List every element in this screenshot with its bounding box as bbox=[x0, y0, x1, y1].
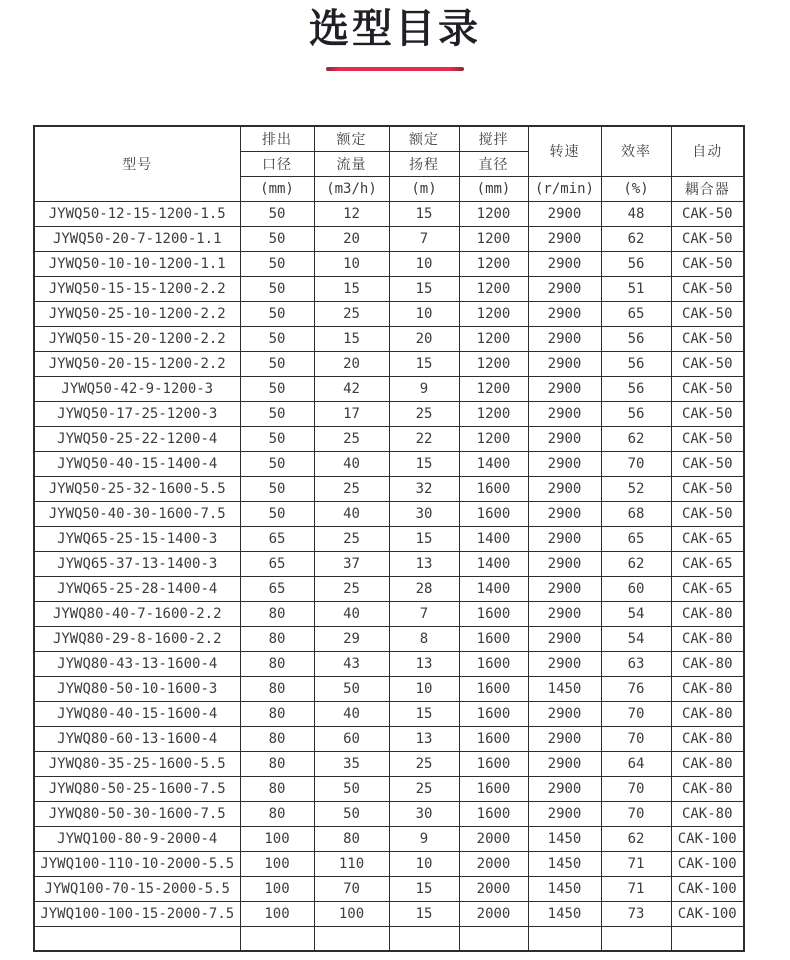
table-row bbox=[34, 451, 744, 476]
cell-outlet-diameter: 50 bbox=[240, 251, 314, 276]
header-speed-unit: (r/min) bbox=[528, 176, 601, 201]
cell-outlet-diameter: 100 bbox=[240, 876, 314, 901]
table-row bbox=[34, 376, 744, 401]
cell-auto-coupling: CAK-50 bbox=[671, 501, 744, 526]
header-stir-line2: 直径 bbox=[459, 151, 528, 176]
cell-auto-coupling: CAK-50 bbox=[671, 276, 744, 301]
header-head-unit: (m) bbox=[389, 176, 459, 201]
cell-stir-diameter: 1200 bbox=[459, 226, 528, 251]
cell-speed: 2900 bbox=[528, 226, 601, 251]
cell-auto-coupling: CAK-50 bbox=[671, 476, 744, 501]
cell-rated-flow: 100 bbox=[314, 901, 389, 926]
title-underline-accent bbox=[326, 67, 464, 71]
header-outlet-unit: (mm) bbox=[240, 176, 314, 201]
header-speed: 转速 bbox=[528, 126, 601, 176]
cell-stir-diameter: 1600 bbox=[459, 726, 528, 751]
header-efficiency: 效率 bbox=[601, 126, 671, 176]
cell-auto-coupling: CAK-80 bbox=[671, 626, 744, 651]
cell-speed: 1450 bbox=[528, 676, 601, 701]
cell-stir-diameter: 1200 bbox=[459, 426, 528, 451]
cell-stir-diameter: 1600 bbox=[459, 751, 528, 776]
table-row bbox=[34, 551, 744, 576]
table-row bbox=[34, 301, 744, 326]
cell-outlet-diameter: 80 bbox=[240, 676, 314, 701]
cell-model: JYWQ80-40-15-1600-4 bbox=[34, 701, 240, 726]
table-body bbox=[34, 201, 744, 951]
cell-outlet-diameter: 65 bbox=[240, 576, 314, 601]
header-head-line1: 额定 bbox=[389, 126, 459, 151]
cell-auto-coupling: CAK-50 bbox=[671, 451, 744, 476]
cell-auto-coupling bbox=[671, 926, 744, 951]
cell-model: JYWQ100-70-15-2000-5.5 bbox=[34, 876, 240, 901]
cell-efficiency: 70 bbox=[601, 776, 671, 801]
cell-rated-head: 9 bbox=[389, 376, 459, 401]
header-head-line2: 扬程 bbox=[389, 151, 459, 176]
cell-rated-flow: 25 bbox=[314, 476, 389, 501]
cell-rated-flow: 29 bbox=[314, 626, 389, 651]
cell-auto-coupling: CAK-80 bbox=[671, 701, 744, 726]
cell-stir-diameter: 1600 bbox=[459, 651, 528, 676]
cell-auto-coupling: CAK-50 bbox=[671, 401, 744, 426]
cell-stir-diameter: 2000 bbox=[459, 901, 528, 926]
cell-auto-coupling: CAK-100 bbox=[671, 876, 744, 901]
cell-rated-flow: 40 bbox=[314, 451, 389, 476]
cell-rated-flow: 60 bbox=[314, 726, 389, 751]
cell-rated-head: 13 bbox=[389, 726, 459, 751]
cell-efficiency: 56 bbox=[601, 376, 671, 401]
cell-stir-diameter: 2000 bbox=[459, 826, 528, 851]
cell-rated-flow: 25 bbox=[314, 301, 389, 326]
cell-model: JYWQ50-15-20-1200-2.2 bbox=[34, 326, 240, 351]
table-row bbox=[34, 801, 744, 826]
table-row bbox=[34, 276, 744, 301]
table-row bbox=[34, 876, 744, 901]
cell-rated-head: 10 bbox=[389, 301, 459, 326]
cell-stir-diameter: 1200 bbox=[459, 301, 528, 326]
cell-stir-diameter: 1600 bbox=[459, 476, 528, 501]
cell-speed: 2900 bbox=[528, 476, 601, 501]
cell-auto-coupling: CAK-50 bbox=[671, 376, 744, 401]
cell-efficiency: 63 bbox=[601, 651, 671, 676]
cell-efficiency: 62 bbox=[601, 551, 671, 576]
cell-model: JYWQ50-20-7-1200-1.1 bbox=[34, 226, 240, 251]
cell-efficiency bbox=[601, 926, 671, 951]
cell-speed: 2900 bbox=[528, 551, 601, 576]
cell-rated-flow: 50 bbox=[314, 776, 389, 801]
cell-stir-diameter: 1600 bbox=[459, 676, 528, 701]
cell-stir-diameter: 1200 bbox=[459, 276, 528, 301]
table-row bbox=[34, 351, 744, 376]
cell-rated-head: 15 bbox=[389, 526, 459, 551]
cell-model: JYWQ65-25-28-1400-4 bbox=[34, 576, 240, 601]
cell-rated-head: 25 bbox=[389, 751, 459, 776]
cell-auto-coupling: CAK-65 bbox=[671, 576, 744, 601]
table-row bbox=[34, 476, 744, 501]
cell-model: JYWQ80-50-10-1600-3 bbox=[34, 676, 240, 701]
cell-rated-head: 7 bbox=[389, 226, 459, 251]
table-row bbox=[34, 626, 744, 651]
table-row bbox=[34, 251, 744, 276]
cell-speed: 1450 bbox=[528, 826, 601, 851]
table-row bbox=[34, 576, 744, 601]
cell-model: JYWQ100-110-10-2000-5.5 bbox=[34, 851, 240, 876]
cell-model: JYWQ80-50-30-1600-7.5 bbox=[34, 801, 240, 826]
cell-outlet-diameter: 100 bbox=[240, 901, 314, 926]
cell-auto-coupling: CAK-80 bbox=[671, 751, 744, 776]
cell-speed: 2900 bbox=[528, 576, 601, 601]
cell-speed: 2900 bbox=[528, 251, 601, 276]
header-coupling-line2: 耦合器 bbox=[671, 176, 744, 201]
cell-model: JYWQ50-42-9-1200-3 bbox=[34, 376, 240, 401]
table-row bbox=[34, 701, 744, 726]
cell-rated-head: 15 bbox=[389, 451, 459, 476]
cell-stir-diameter: 1400 bbox=[459, 526, 528, 551]
cell-stir-diameter: 1200 bbox=[459, 376, 528, 401]
cell-outlet-diameter: 80 bbox=[240, 701, 314, 726]
cell-model: JYWQ80-40-7-1600-2.2 bbox=[34, 601, 240, 626]
cell-rated-head: 25 bbox=[389, 401, 459, 426]
cell-auto-coupling: CAK-80 bbox=[671, 651, 744, 676]
cell-efficiency: 60 bbox=[601, 576, 671, 601]
cell-model: JYWQ50-15-15-1200-2.2 bbox=[34, 276, 240, 301]
cell-outlet-diameter: 50 bbox=[240, 451, 314, 476]
table-header bbox=[34, 126, 744, 201]
table-row bbox=[34, 501, 744, 526]
cell-speed: 1450 bbox=[528, 851, 601, 876]
cell-rated-head: 8 bbox=[389, 626, 459, 651]
cell-outlet-diameter: 50 bbox=[240, 301, 314, 326]
cell-auto-coupling: CAK-100 bbox=[671, 901, 744, 926]
cell-efficiency: 56 bbox=[601, 401, 671, 426]
cell-speed: 2900 bbox=[528, 651, 601, 676]
cell-rated-head: 13 bbox=[389, 651, 459, 676]
cell-stir-diameter: 1200 bbox=[459, 201, 528, 226]
cell-model: JYWQ80-60-13-1600-4 bbox=[34, 726, 240, 751]
header-flow-unit: (m3/h) bbox=[314, 176, 389, 201]
cell-stir-diameter: 1600 bbox=[459, 776, 528, 801]
cell-outlet-diameter: 80 bbox=[240, 601, 314, 626]
cell-rated-flow: 10 bbox=[314, 251, 389, 276]
cell-outlet-diameter: 50 bbox=[240, 226, 314, 251]
cell-rated-flow: 50 bbox=[314, 801, 389, 826]
cell-rated-flow: 43 bbox=[314, 651, 389, 676]
cell-efficiency: 68 bbox=[601, 501, 671, 526]
table-row bbox=[34, 826, 744, 851]
cell-model: JYWQ50-40-30-1600-7.5 bbox=[34, 501, 240, 526]
cell-stir-diameter: 1600 bbox=[459, 601, 528, 626]
cell-speed: 2900 bbox=[528, 776, 601, 801]
cell-rated-head bbox=[389, 926, 459, 951]
header-flow-line2: 流量 bbox=[314, 151, 389, 176]
cell-efficiency: 70 bbox=[601, 451, 671, 476]
cell-outlet-diameter: 80 bbox=[240, 776, 314, 801]
cell-rated-head: 30 bbox=[389, 801, 459, 826]
cell-outlet-diameter: 50 bbox=[240, 426, 314, 451]
cell-rated-flow: 37 bbox=[314, 551, 389, 576]
cell-speed: 2900 bbox=[528, 801, 601, 826]
cell-outlet-diameter: 65 bbox=[240, 551, 314, 576]
cell-efficiency: 56 bbox=[601, 351, 671, 376]
cell-model: JYWQ80-50-25-1600-7.5 bbox=[34, 776, 240, 801]
cell-stir-diameter: 2000 bbox=[459, 851, 528, 876]
cell-rated-head: 15 bbox=[389, 901, 459, 926]
table-row bbox=[34, 776, 744, 801]
cell-auto-coupling: CAK-80 bbox=[671, 676, 744, 701]
cell-efficiency: 71 bbox=[601, 876, 671, 901]
cell-auto-coupling: CAK-80 bbox=[671, 776, 744, 801]
cell-model: JYWQ50-40-15-1400-4 bbox=[34, 451, 240, 476]
cell-speed: 2900 bbox=[528, 626, 601, 651]
cell-speed: 2900 bbox=[528, 751, 601, 776]
cell-rated-head: 15 bbox=[389, 701, 459, 726]
cell-auto-coupling: CAK-50 bbox=[671, 201, 744, 226]
cell-rated-head: 10 bbox=[389, 851, 459, 876]
cell-stir-diameter: 2000 bbox=[459, 876, 528, 901]
cell-stir-diameter: 1400 bbox=[459, 551, 528, 576]
cell-model: JYWQ65-37-13-1400-3 bbox=[34, 551, 240, 576]
cell-auto-coupling: CAK-50 bbox=[671, 226, 744, 251]
cell-rated-head: 15 bbox=[389, 201, 459, 226]
cell-rated-flow: 70 bbox=[314, 876, 389, 901]
cell-model bbox=[34, 926, 240, 951]
cell-auto-coupling: CAK-100 bbox=[671, 826, 744, 851]
cell-speed: 2900 bbox=[528, 701, 601, 726]
cell-outlet-diameter: 50 bbox=[240, 276, 314, 301]
header-efficiency-unit: (%) bbox=[601, 176, 671, 201]
cell-speed: 2900 bbox=[528, 526, 601, 551]
cell-outlet-diameter: 50 bbox=[240, 476, 314, 501]
cell-speed: 2900 bbox=[528, 501, 601, 526]
cell-rated-flow: 25 bbox=[314, 526, 389, 551]
cell-speed: 2900 bbox=[528, 726, 601, 751]
cell-efficiency: 62 bbox=[601, 226, 671, 251]
cell-efficiency: 56 bbox=[601, 326, 671, 351]
cell-model: JYWQ65-25-15-1400-3 bbox=[34, 526, 240, 551]
table-row bbox=[34, 851, 744, 876]
cell-rated-flow: 12 bbox=[314, 201, 389, 226]
cell-efficiency: 52 bbox=[601, 476, 671, 501]
header-row-1 bbox=[34, 126, 744, 151]
cell-efficiency: 73 bbox=[601, 901, 671, 926]
cell-auto-coupling: CAK-50 bbox=[671, 326, 744, 351]
cell-rated-flow: 25 bbox=[314, 576, 389, 601]
cell-auto-coupling: CAK-80 bbox=[671, 726, 744, 751]
cell-outlet-diameter: 50 bbox=[240, 376, 314, 401]
cell-model: JYWQ50-25-32-1600-5.5 bbox=[34, 476, 240, 501]
cell-efficiency: 62 bbox=[601, 426, 671, 451]
cell-model: JYWQ50-10-10-1200-1.1 bbox=[34, 251, 240, 276]
cell-rated-flow: 40 bbox=[314, 501, 389, 526]
cell-model: JYWQ50-20-15-1200-2.2 bbox=[34, 351, 240, 376]
cell-outlet-diameter: 80 bbox=[240, 801, 314, 826]
cell-rated-head: 10 bbox=[389, 251, 459, 276]
cell-efficiency: 65 bbox=[601, 526, 671, 551]
cell-auto-coupling: CAK-80 bbox=[671, 601, 744, 626]
cell-auto-coupling: CAK-50 bbox=[671, 426, 744, 451]
cell-stir-diameter: 1400 bbox=[459, 451, 528, 476]
header-model: 型号 bbox=[34, 126, 240, 201]
header-flow-line1: 额定 bbox=[314, 126, 389, 151]
cell-efficiency: 70 bbox=[601, 701, 671, 726]
table-row bbox=[34, 226, 744, 251]
cell-model: JYWQ100-100-15-2000-7.5 bbox=[34, 901, 240, 926]
cell-outlet-diameter: 100 bbox=[240, 826, 314, 851]
table-row bbox=[34, 426, 744, 451]
table-row-partial bbox=[34, 926, 744, 951]
cell-efficiency: 70 bbox=[601, 726, 671, 751]
cell-rated-flow: 17 bbox=[314, 401, 389, 426]
cell-stir-diameter: 1400 bbox=[459, 576, 528, 601]
cell-efficiency: 54 bbox=[601, 626, 671, 651]
table-row bbox=[34, 401, 744, 426]
cell-outlet-diameter: 65 bbox=[240, 526, 314, 551]
cell-efficiency: 62 bbox=[601, 826, 671, 851]
cell-outlet-diameter: 80 bbox=[240, 626, 314, 651]
cell-auto-coupling: CAK-50 bbox=[671, 351, 744, 376]
cell-rated-head: 28 bbox=[389, 576, 459, 601]
cell-outlet-diameter: 80 bbox=[240, 651, 314, 676]
cell-rated-head: 20 bbox=[389, 326, 459, 351]
cell-rated-flow: 40 bbox=[314, 701, 389, 726]
page-title: 选型目录 bbox=[309, 6, 481, 52]
selection-table-container bbox=[33, 125, 743, 952]
cell-auto-coupling: CAK-65 bbox=[671, 551, 744, 576]
cell-speed: 1450 bbox=[528, 876, 601, 901]
cell-efficiency: 71 bbox=[601, 851, 671, 876]
cell-speed: 1450 bbox=[528, 901, 601, 926]
cell-rated-flow: 25 bbox=[314, 426, 389, 451]
cell-outlet-diameter: 80 bbox=[240, 726, 314, 751]
cell-rated-head: 15 bbox=[389, 876, 459, 901]
cell-rated-flow: 20 bbox=[314, 226, 389, 251]
cell-rated-flow: 35 bbox=[314, 751, 389, 776]
header-coupling-line1: 自动 bbox=[671, 126, 744, 176]
cell-speed bbox=[528, 926, 601, 951]
cell-stir-diameter bbox=[459, 926, 528, 951]
cell-rated-flow: 42 bbox=[314, 376, 389, 401]
selection-table bbox=[33, 125, 745, 952]
table-row bbox=[34, 676, 744, 701]
cell-rated-flow: 50 bbox=[314, 676, 389, 701]
cell-efficiency: 48 bbox=[601, 201, 671, 226]
header-outlet-line2: 口径 bbox=[240, 151, 314, 176]
cell-outlet-diameter: 100 bbox=[240, 851, 314, 876]
cell-model: JYWQ80-35-25-1600-5.5 bbox=[34, 751, 240, 776]
cell-outlet-diameter: 50 bbox=[240, 326, 314, 351]
table-row bbox=[34, 901, 744, 926]
cell-auto-coupling: CAK-65 bbox=[671, 526, 744, 551]
cell-speed: 2900 bbox=[528, 401, 601, 426]
cell-model: JYWQ50-12-15-1200-1.5 bbox=[34, 201, 240, 226]
cell-auto-coupling: CAK-80 bbox=[671, 801, 744, 826]
table-row bbox=[34, 326, 744, 351]
cell-model: JYWQ50-25-10-1200-2.2 bbox=[34, 301, 240, 326]
cell-rated-head: 9 bbox=[389, 826, 459, 851]
cell-model: JYWQ100-80-9-2000-4 bbox=[34, 826, 240, 851]
cell-efficiency: 76 bbox=[601, 676, 671, 701]
table-row bbox=[34, 526, 744, 551]
cell-speed: 2900 bbox=[528, 201, 601, 226]
table-row bbox=[34, 751, 744, 776]
cell-rated-head: 22 bbox=[389, 426, 459, 451]
cell-rated-head: 25 bbox=[389, 776, 459, 801]
cell-model: JYWQ50-25-22-1200-4 bbox=[34, 426, 240, 451]
cell-rated-head: 7 bbox=[389, 601, 459, 626]
cell-rated-flow: 40 bbox=[314, 601, 389, 626]
cell-speed: 2900 bbox=[528, 426, 601, 451]
cell-rated-flow: 110 bbox=[314, 851, 389, 876]
cell-stir-diameter: 1200 bbox=[459, 351, 528, 376]
cell-model: JYWQ80-43-13-1600-4 bbox=[34, 651, 240, 676]
cell-outlet-diameter: 50 bbox=[240, 501, 314, 526]
cell-auto-coupling: CAK-100 bbox=[671, 851, 744, 876]
cell-model: JYWQ80-29-8-1600-2.2 bbox=[34, 626, 240, 651]
table-row bbox=[34, 601, 744, 626]
cell-outlet-diameter: 50 bbox=[240, 401, 314, 426]
cell-rated-head: 32 bbox=[389, 476, 459, 501]
table-row bbox=[34, 726, 744, 751]
header-stir-unit: (mm) bbox=[459, 176, 528, 201]
cell-model: JYWQ50-17-25-1200-3 bbox=[34, 401, 240, 426]
cell-stir-diameter: 1600 bbox=[459, 701, 528, 726]
cell-efficiency: 54 bbox=[601, 601, 671, 626]
cell-rated-flow: 15 bbox=[314, 326, 389, 351]
cell-rated-flow: 20 bbox=[314, 351, 389, 376]
cell-speed: 2900 bbox=[528, 351, 601, 376]
cell-outlet-diameter bbox=[240, 926, 314, 951]
cell-efficiency: 56 bbox=[601, 251, 671, 276]
cell-auto-coupling: CAK-50 bbox=[671, 301, 744, 326]
cell-rated-flow: 80 bbox=[314, 826, 389, 851]
cell-speed: 2900 bbox=[528, 376, 601, 401]
cell-speed: 2900 bbox=[528, 326, 601, 351]
cell-efficiency: 64 bbox=[601, 751, 671, 776]
cell-stir-diameter: 1200 bbox=[459, 251, 528, 276]
cell-stir-diameter: 1200 bbox=[459, 326, 528, 351]
cell-speed: 2900 bbox=[528, 276, 601, 301]
cell-rated-head: 15 bbox=[389, 276, 459, 301]
cell-stir-diameter: 1600 bbox=[459, 501, 528, 526]
cell-outlet-diameter: 50 bbox=[240, 201, 314, 226]
cell-stir-diameter: 1200 bbox=[459, 401, 528, 426]
cell-rated-flow: 15 bbox=[314, 276, 389, 301]
cell-stir-diameter: 1600 bbox=[459, 626, 528, 651]
cell-rated-head: 15 bbox=[389, 351, 459, 376]
cell-efficiency: 70 bbox=[601, 801, 671, 826]
cell-rated-head: 10 bbox=[389, 676, 459, 701]
table-row bbox=[34, 201, 744, 226]
cell-efficiency: 65 bbox=[601, 301, 671, 326]
cell-speed: 2900 bbox=[528, 301, 601, 326]
cell-rated-head: 30 bbox=[389, 501, 459, 526]
cell-auto-coupling: CAK-50 bbox=[671, 251, 744, 276]
cell-stir-diameter: 1600 bbox=[459, 801, 528, 826]
cell-outlet-diameter: 80 bbox=[240, 751, 314, 776]
cell-efficiency: 51 bbox=[601, 276, 671, 301]
cell-speed: 2900 bbox=[528, 601, 601, 626]
cell-rated-flow bbox=[314, 926, 389, 951]
cell-rated-head: 13 bbox=[389, 551, 459, 576]
cell-outlet-diameter: 50 bbox=[240, 351, 314, 376]
header-outlet-line1: 排出 bbox=[240, 126, 314, 151]
table-row bbox=[34, 651, 744, 676]
cell-speed: 2900 bbox=[528, 451, 601, 476]
header-stir-line1: 搅拌 bbox=[459, 126, 528, 151]
